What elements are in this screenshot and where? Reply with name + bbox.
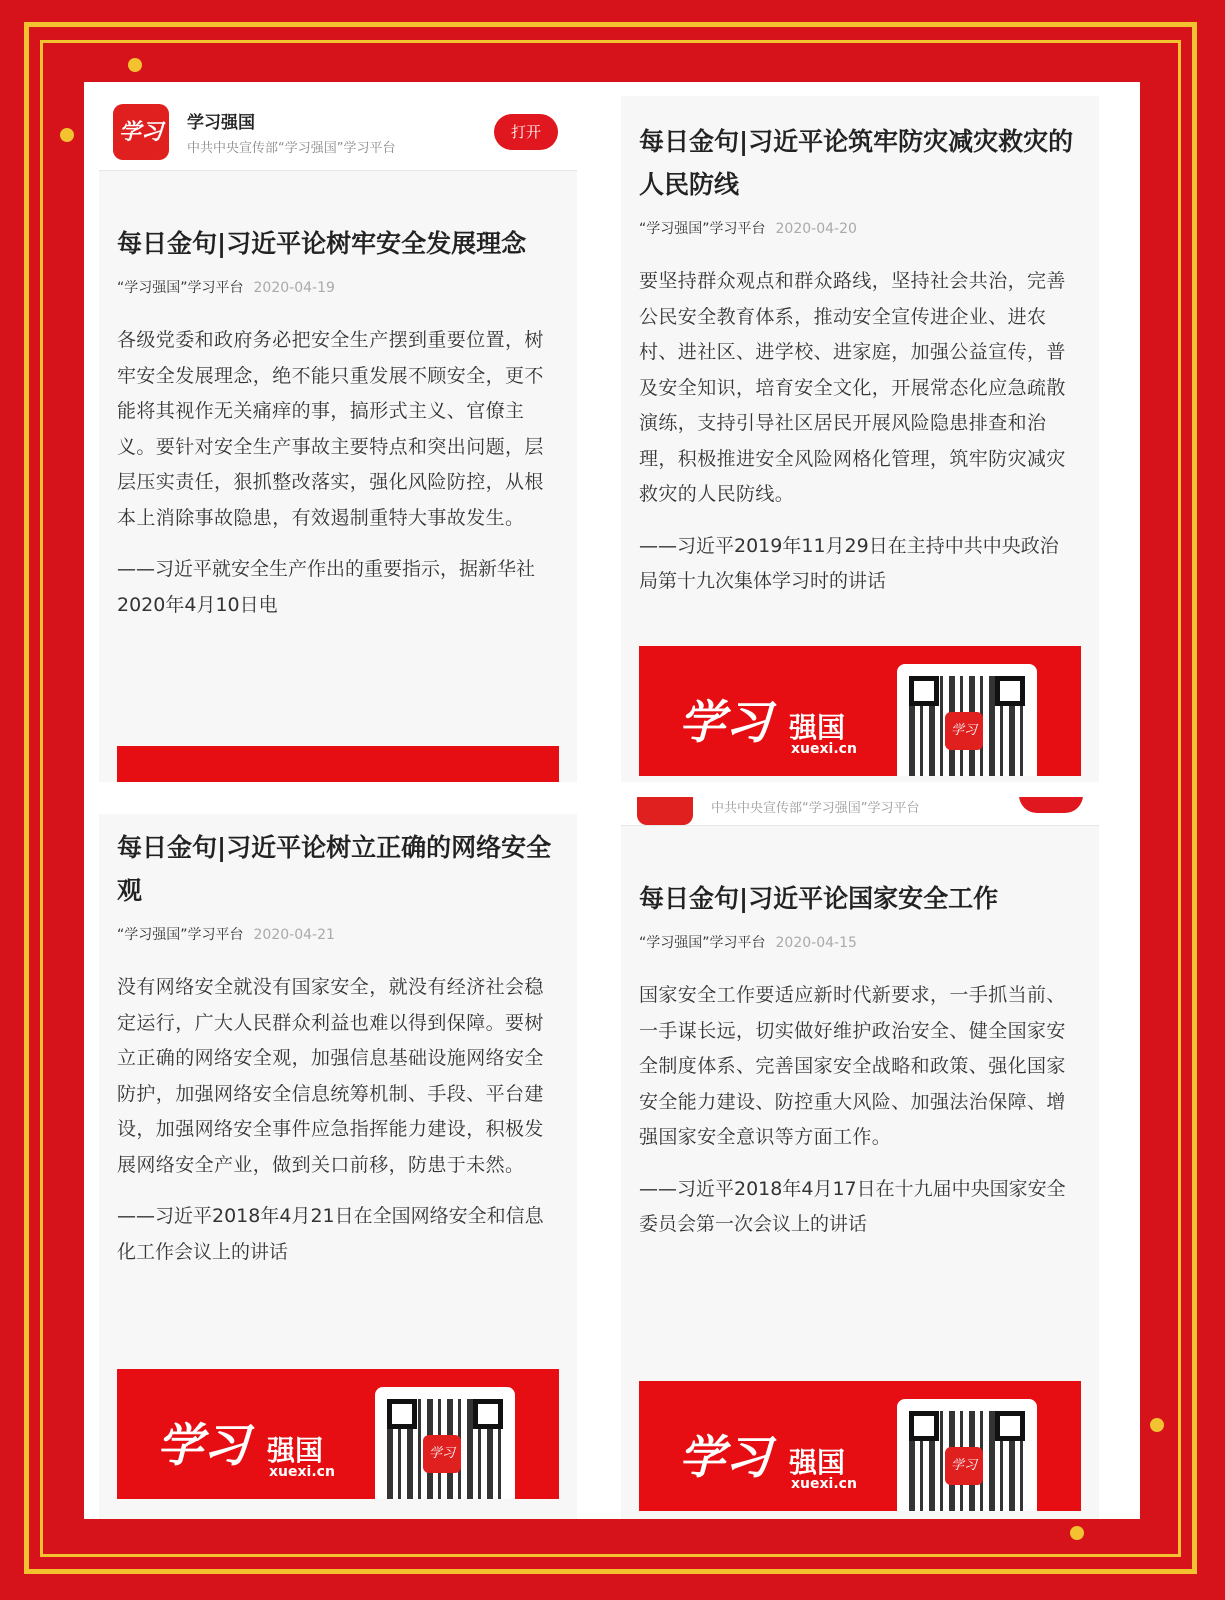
banner-logo: 学习 — [679, 1430, 771, 1484]
banner-logo: 学习 — [679, 695, 771, 749]
open-app-button[interactable]: 打开 — [494, 114, 558, 150]
qr-finder — [909, 676, 939, 706]
app-logo — [637, 797, 693, 825]
article-publisher: “学习强国”学习平台 — [117, 927, 244, 943]
qr-finder — [995, 1411, 1025, 1441]
article-source: ——习近平2018年4月17日在十九届中央国家安全委员会第一次会议上的讲话 — [639, 1177, 1066, 1235]
article-card-4[interactable] — [621, 797, 1099, 1519]
article-title[interactable]: 每日金句|习近平论树立正确的网络安全观 — [117, 833, 552, 905]
xuexi-banner — [639, 646, 1081, 776]
article-meta — [117, 924, 553, 944]
frame-dot — [128, 58, 142, 72]
article-source: ——习近平2018年4月21日在全国网络安全和信息化工作会议上的讲话 — [117, 1205, 544, 1263]
frame-dot — [60, 128, 74, 142]
article-title[interactable]: 每日金句|习近平论国家安全工作 — [639, 884, 999, 913]
banner-logo: 学习 — [157, 1418, 249, 1472]
frame-dot — [1070, 1526, 1084, 1540]
xuexi-banner — [117, 746, 559, 782]
app-subtitle: 中共中央宣传部“学习强国”学习平台 — [187, 141, 396, 156]
article-date: 2020-04-20 — [775, 221, 857, 237]
qr-finder — [473, 1399, 503, 1429]
qr-code — [375, 1387, 515, 1499]
article-date: 2020-04-19 — [253, 280, 335, 296]
app-name: 学习强国 — [187, 113, 255, 133]
article-text: 没有网络安全就没有国家安全，就没有经济社会稳定运行，广大人民群众利益也难以得到保障。要树立正确的网络安全观，加强信息基础设施网络安全防护，加强网络安全信息统筹机制、手段、平台建设，加强网络安全事件应急指挥能力建设，积极发展网络安全产业，做到关口前移，防患于未然。 — [117, 976, 544, 1176]
banner-url: xuexi.cn — [269, 1464, 335, 1480]
app-header — [621, 797, 1099, 826]
article-text: 各级党委和政府务必把安全生产摆到重要位置，树牢安全发展理念，绝不能只重发展不顾安全，更不能将其视作无关痛痒的事，搞形式主义、官僚主义。要针对安全生产事故主要特点和突出问题，层层压实责任，狠抓整改落实，强化风险防控，从根本上消除事故隐患，有效遏制重特大事故发生。 — [117, 329, 544, 529]
article-text: 要坚持群众观点和群众路线，坚持社会共治，完善公民安全教育体系，推动安全宣传进企业、进农村、进社区、进学校、进家庭，加强公益宣传，普及安全知识，培育安全文化，开展常态化应急疏散演练，支持引导社区居民开展风险隐患排查和治理，积极推进安全风险网格化管理，筑牢防灾减灾救灾的人民防线。 — [639, 270, 1066, 505]
article-card-2[interactable] — [621, 96, 1099, 782]
qr-code — [897, 1399, 1037, 1511]
qr-finder — [387, 1399, 417, 1429]
article-card-3[interactable] — [99, 814, 577, 1519]
article-publisher: “学习强国”学习平台 — [117, 280, 244, 296]
article-card-1[interactable] — [99, 82, 577, 782]
article-source: ——习近平2019年11月29日在主持中共中央政治局第十九次集体学习时的讲话 — [639, 534, 1059, 592]
qr-finder — [995, 676, 1025, 706]
app-subtitle: 中共中央宣传部“学习强国”学习平台 — [711, 801, 920, 816]
article-meta — [639, 218, 1075, 238]
content-panel — [84, 82, 1140, 1519]
article-meta — [117, 277, 553, 297]
article-text: 国家安全工作要适应新时代新要求，一手抓当前、一手谋长远，切实做好维护政治安全、健全国家安全制度体系、完善国家安全战略和政策、强化国家安全能力建设、防控重大风险、加强法治保障、增强国家安全意识等方面工作。 — [639, 984, 1066, 1148]
article-body — [117, 826, 553, 1270]
article-date: 2020-04-15 — [775, 935, 857, 951]
article-title[interactable]: 每日金句|习近平论筑牢防灾减灾救灾的人民防线 — [639, 127, 1074, 199]
article-body — [639, 877, 1075, 1243]
banner-url: xuexi.cn — [791, 741, 857, 757]
qr-center-logo: 学习 — [945, 1447, 983, 1485]
qr-center-logo: 学习 — [423, 1435, 461, 1473]
banner-url: xuexi.cn — [791, 1476, 857, 1492]
frame-dot — [1150, 1418, 1164, 1432]
article-date: 2020-04-21 — [253, 927, 335, 943]
article-source: ——习近平就安全生产作出的重要指示，据新华社2020年4月10日电 — [117, 558, 536, 616]
xuexi-banner — [117, 1369, 559, 1499]
xuexi-banner — [639, 1381, 1081, 1511]
article-title[interactable]: 每日金句|习近平论树牢安全发展理念 — [117, 229, 527, 258]
article-body — [639, 120, 1075, 600]
banner-name: 强国 — [267, 1434, 324, 1467]
open-app-button[interactable] — [1019, 797, 1083, 813]
qr-center-logo: 学习 — [945, 712, 983, 750]
article-meta — [639, 932, 1075, 952]
banner-name: 强国 — [789, 1446, 846, 1479]
app-logo: 学习 — [113, 104, 169, 160]
article-publisher: “学习强国”学习平台 — [639, 935, 766, 951]
banner-name: 强国 — [789, 711, 846, 744]
qr-finder — [909, 1411, 939, 1441]
article-body — [117, 222, 553, 623]
qr-code — [897, 664, 1037, 776]
app-header — [99, 82, 577, 171]
article-publisher: “学习强国”学习平台 — [639, 221, 766, 237]
